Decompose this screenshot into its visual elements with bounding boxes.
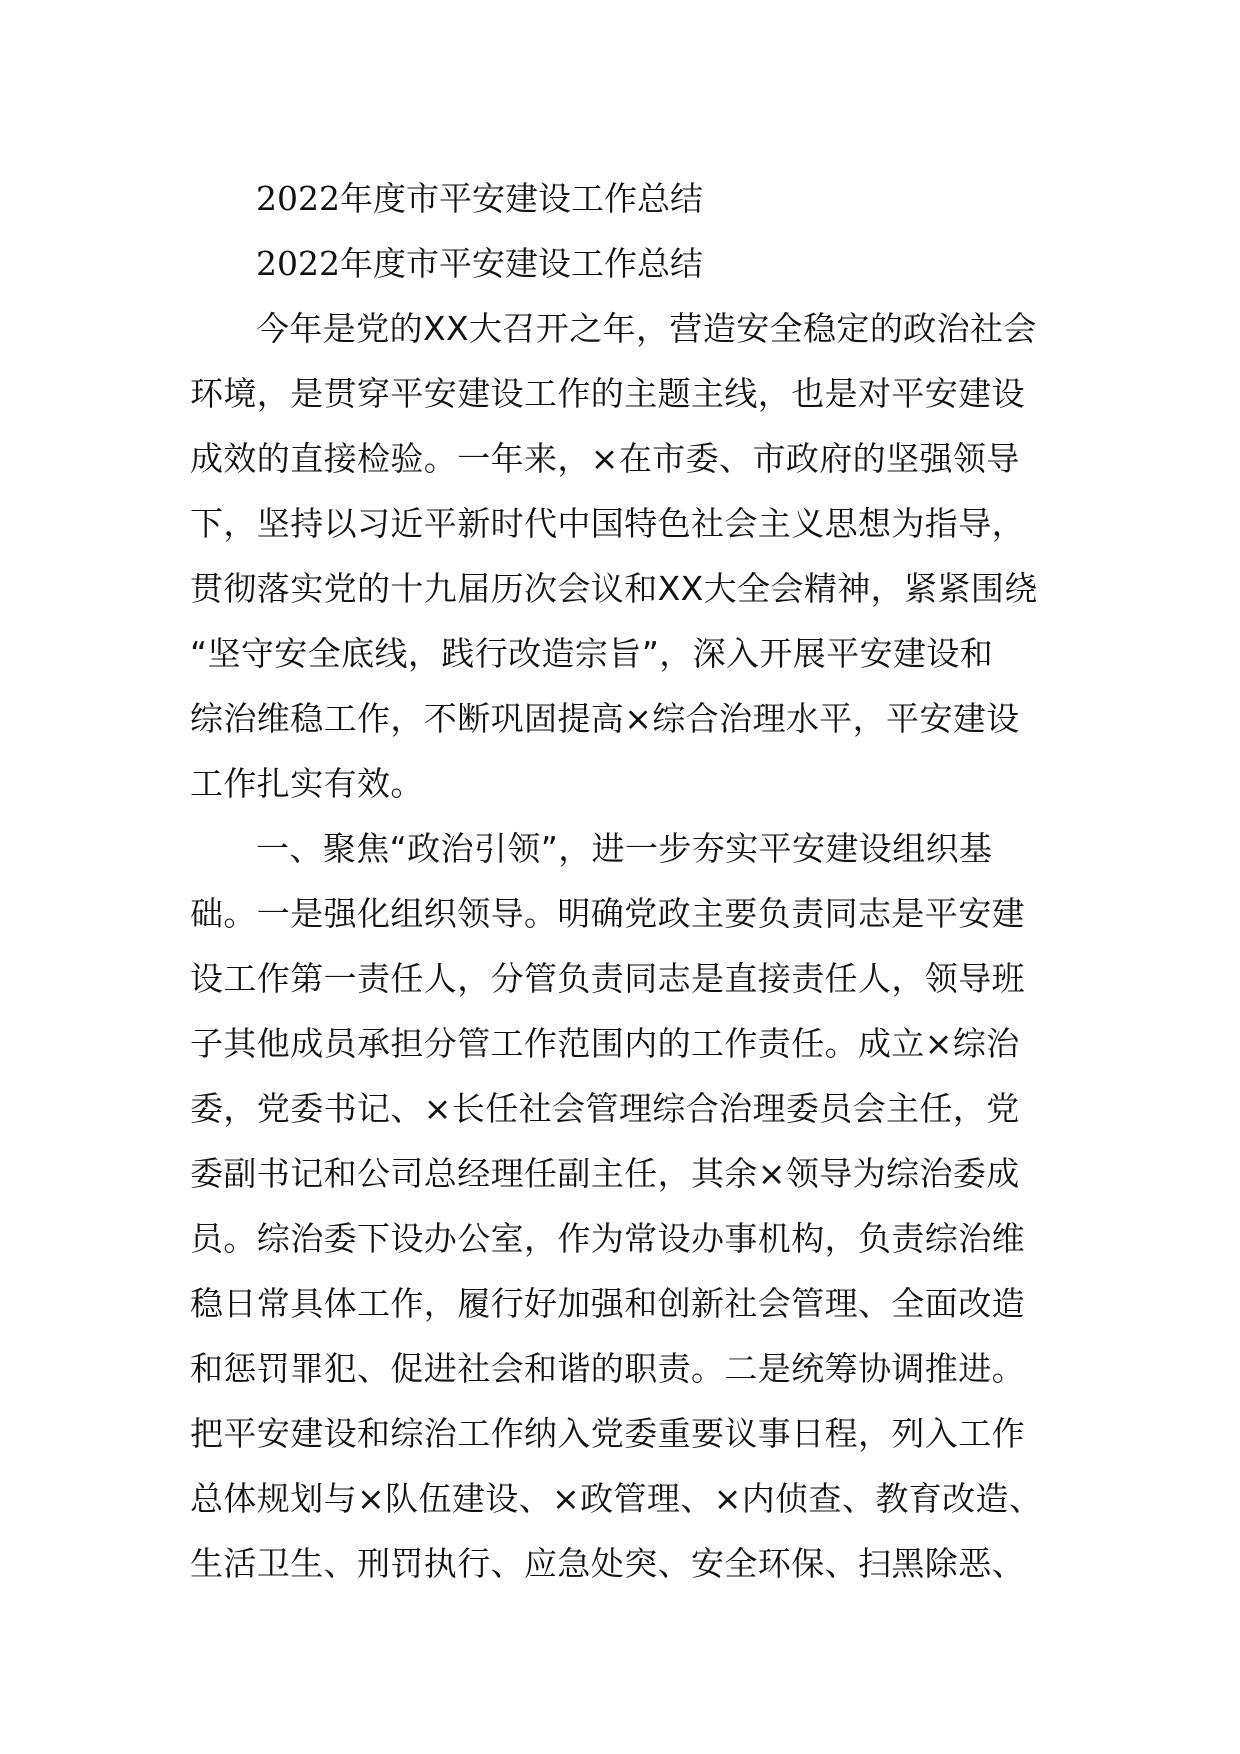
paragraph-1-line-1: 今年是党的XX大召开之年，营造安全稳定的政治社会	[256, 309, 1037, 348]
document-subtitle: 2022年度市平安建设工作总结	[256, 244, 703, 283]
paragraph-2-line-7: 员。综治委下设办公室，作为常设办事机构，负责综治维	[190, 1219, 1025, 1258]
paragraph-2-line-3: 设工作第一责任人，分管负责同志是直接责任人，领导班	[190, 959, 1025, 998]
document-title: 2022年度市平安建设工作总结	[256, 179, 703, 218]
paragraph-1-line-5: 贯彻落实党的十九届历次会议和XX大全会精神，紧紧围绕	[190, 569, 1038, 608]
paragraph-2-line-4: 子其他成员承担分管工作范围内的工作责任。成立×综治	[190, 1024, 1020, 1063]
paragraph-1-line-7: 综治维稳工作，不断巩固提高×综合治理水平，平安建设	[190, 699, 1020, 738]
paragraph-1-line-2: 环境，是贯穿平安建设工作的主题主线，也是对平安建设	[190, 374, 1025, 413]
paragraph-2-line-12: 生活卫生、刑罚执行、应急处突、安全环保、扫黑除恶、	[190, 1544, 1025, 1583]
paragraph-2-line-5: 委，党委书记、×长任社会管理综合治理委员会主任，党	[190, 1089, 1020, 1128]
paragraph-2-line-10: 把平安建设和综治工作纳入党委重要议事日程，列入工作	[190, 1414, 1025, 1453]
paragraph-2-line-2: 础。一是强化组织领导。明确党政主要负责同志是平安建	[190, 894, 1025, 933]
paragraph-2-line-11: 总体规划与×队伍建设、×政管理、×内侦查、教育改造、	[190, 1479, 1043, 1518]
paragraph-1-line-8: 工作扎实有效。	[190, 764, 424, 803]
document-body	[190, 166, 1060, 1596]
paragraph-1-line-3: 成效的直接检验。一年来，×在市委、市政府的坚强领导	[190, 439, 1020, 478]
paragraph-2-line-8: 稳日常具体工作，履行好加强和创新社会管理、全面改造	[190, 1284, 1025, 1323]
paragraph-1-line-6: “坚守安全底线，践行改造宗旨”，深入开展平安建设和	[190, 634, 994, 673]
paragraph-2-line-6: 委副书记和公司总经理任副主任，其余×领导为综治委成	[190, 1154, 1020, 1193]
paragraph-1-line-4: 下，坚持以习近平新时代中国特色社会主义思想为指导，	[190, 504, 1025, 543]
paragraph-2-line-1: 一、聚焦“政治引领”，进一步夯实平安建设组织基	[256, 829, 993, 868]
paragraph-2-line-9: 和惩罚罪犯、促进社会和谐的职责。二是统筹协调推进。	[190, 1349, 1025, 1388]
